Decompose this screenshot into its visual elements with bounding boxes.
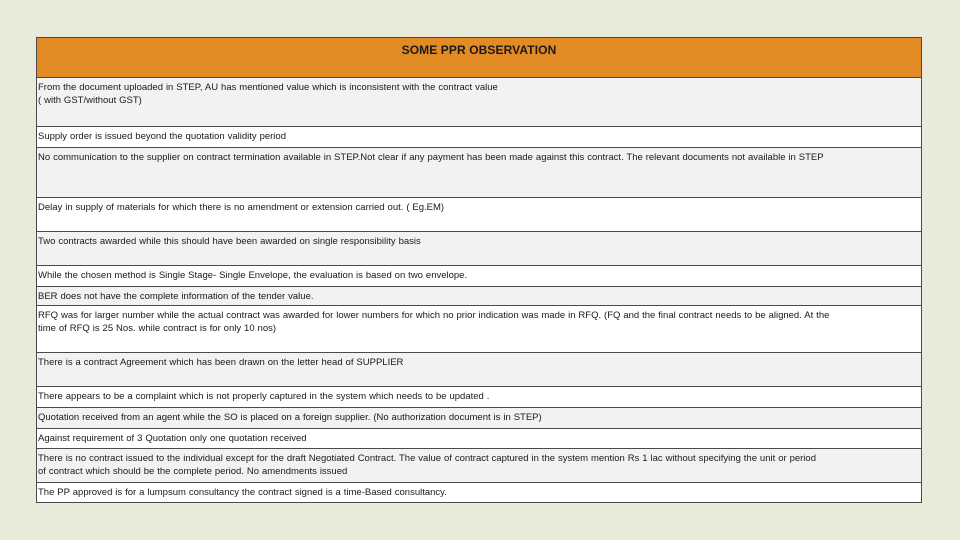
observation-row	[37, 483, 921, 502]
table-title: SOME PPR OBSERVATION	[37, 38, 921, 78]
observation-row	[37, 266, 921, 287]
observation-text: There appears to be a complaint which is not properly captured in the system which needs to be updated .	[38, 391, 490, 402]
observation-row	[37, 198, 921, 232]
observation-text: There is a contract Agreement which has been drawn on the letter head of SUPPLIER	[38, 357, 404, 368]
observation-row	[37, 353, 921, 387]
observation-row	[37, 148, 921, 198]
observation-row	[37, 232, 921, 266]
observation-text: RFQ was for larger number while the actual contract was awarded for lower numbers for which no prior indication was made in RFQ. (FQ and the final contract needs to be aligned. At the	[38, 310, 830, 321]
observation-text: time of RFQ is 25 Nos. while contract is for only 10 nos)	[38, 323, 277, 334]
observation-text: Supply order is issued beyond the quotation validity period	[38, 131, 286, 142]
observation-row	[37, 387, 921, 408]
observation-text: of contract which should be the complete period. No amendments issued	[38, 466, 348, 477]
observation-row	[37, 449, 921, 483]
observation-text: No communication to the supplier on contract termination available in STEP.Not clear if any payment has been made against this contract. The relevant documents not available in STEP	[38, 152, 824, 163]
observation-text: From the document uploaded in STEP, AU has mentioned value which is inconsistent with the contract value	[38, 82, 498, 93]
observation-text: Quotation received from an agent while the SO is placed on a foreign supplier. (No authorization document is in STEP)	[38, 412, 542, 423]
observation-text: BER does not have the complete information of the tender value.	[38, 291, 314, 302]
observation-text: ( with GST/without GST)	[38, 95, 142, 106]
observation-text: Against requirement of 3 Quotation only one quotation received	[38, 433, 307, 444]
observation-text: Two contracts awarded while this should have been awarded on single responsibility basis	[38, 236, 421, 247]
observation-row	[37, 408, 921, 429]
observation-row	[37, 78, 921, 127]
observation-text: There is no contract issued to the individual except for the draft Negotiated Contract. The value of contract captured in the system mention Rs 1 lac without specifying the unit or period	[38, 453, 816, 464]
observation-text: While the chosen method is Single Stage- Single Envelope, the evaluation is based on two envelope.	[38, 270, 468, 281]
observation-row	[37, 287, 921, 306]
observation-text: The PP approved is for a lumpsum consultancy the contract signed is a time-Based consultancy.	[38, 487, 447, 498]
observation-text: Delay in supply of materials for which there is no amendment or extension carried out. ( Eg.EM)	[38, 202, 445, 213]
ppr-observation-table	[36, 37, 922, 503]
observation-row	[37, 429, 921, 449]
observation-row	[37, 306, 921, 353]
observation-row	[37, 127, 921, 148]
